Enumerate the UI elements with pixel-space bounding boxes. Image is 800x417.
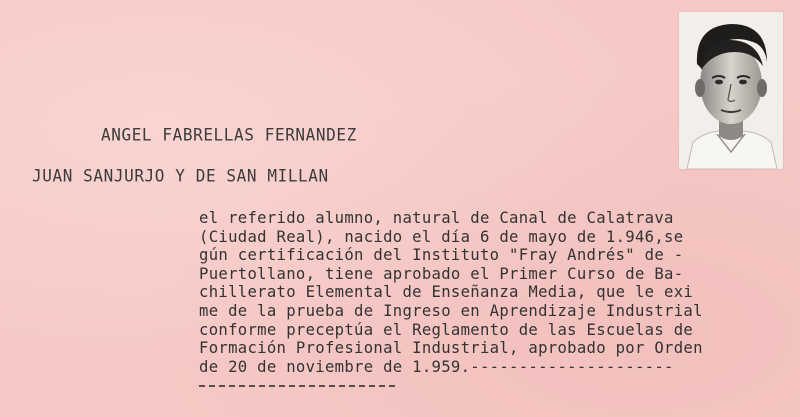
body-line: me de la prueba de Ingreso en Aprendizaje Industrial: [199, 301, 703, 320]
certificate-body: [199, 209, 779, 376]
student-name: ANGEL FABRELLAS FERNANDEZ: [101, 125, 357, 145]
director-name: JUAN SANJURJO Y DE SAN MILLAN: [32, 166, 329, 186]
body-line: Puertollano, tiene aprobado el Primer Curso de Ba-: [199, 264, 684, 283]
student-photo: [679, 12, 783, 169]
body-line: chillerato Elemental de Enseñanza Media, que le exi: [199, 283, 694, 302]
body-line: (Ciudad Real), nacido el día 6 de mayo de 1.946,se: [199, 227, 684, 246]
body-line: de 20 de noviembre de 1.959.---------------------: [199, 357, 674, 376]
body-line: el referido alumno, natural de Canal de Calatrava: [199, 209, 674, 227]
body-line: conforme preceptúa el Reglamento de las Escuelas de: [199, 320, 694, 339]
closing-dash-line: [199, 385, 395, 389]
body-line: gún certificación del Instituto "Fray Andrés" de -: [199, 246, 684, 265]
body-line: Formación Profesional Industrial, aprobado por Orden: [199, 339, 703, 358]
